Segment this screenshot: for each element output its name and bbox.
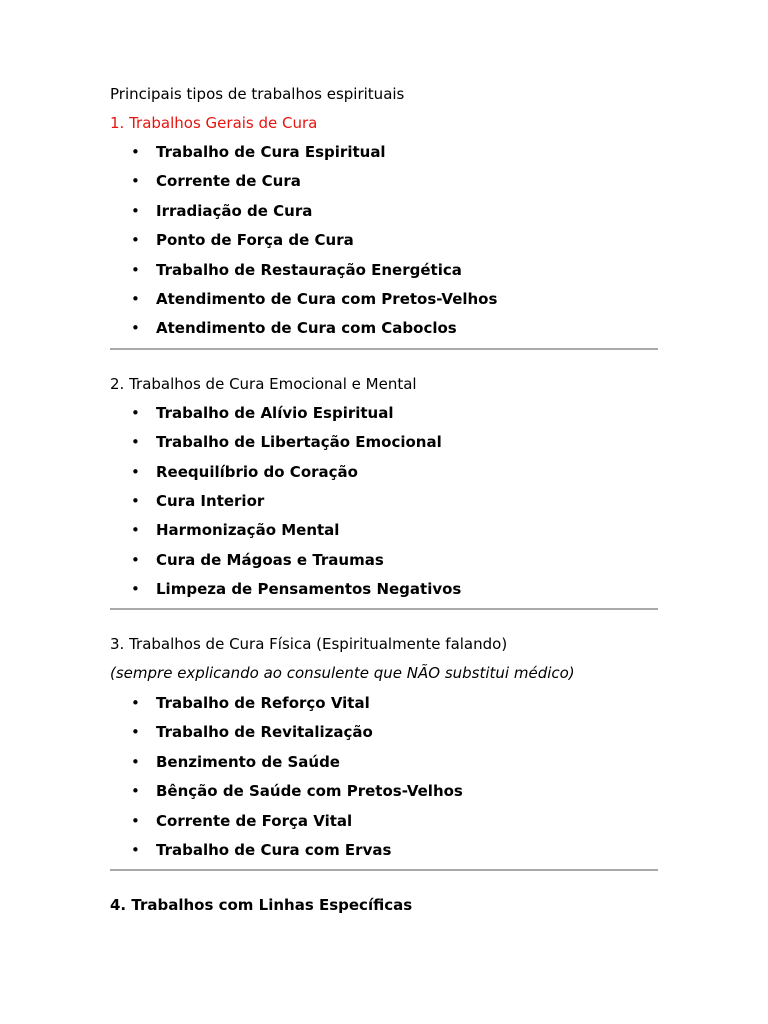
section-divider xyxy=(110,348,658,350)
bullet-icon: • xyxy=(131,462,140,481)
bullet-icon: • xyxy=(131,491,140,510)
list-item xyxy=(110,462,658,482)
list-item xyxy=(110,840,658,860)
list-item xyxy=(110,781,658,801)
section-4-heading: 4. Trabalhos com Linhas Específicas xyxy=(110,896,413,915)
list-item xyxy=(110,432,658,452)
list-item xyxy=(110,230,658,250)
bullet-icon: • xyxy=(131,319,140,338)
section-3-list xyxy=(110,693,658,860)
bullet-icon: • xyxy=(131,521,140,540)
bullet-icon: • xyxy=(131,289,140,308)
list-item xyxy=(110,260,658,280)
list-item-label: Cura de Mágoas e Traumas xyxy=(156,550,384,569)
bullet-icon: • xyxy=(131,723,140,742)
bullet-icon: • xyxy=(131,231,140,250)
section-1-heading: 1. Trabalhos Gerais de Cura xyxy=(110,114,318,132)
bullet-icon: • xyxy=(131,693,140,712)
list-item-label: Irradiação de Cura xyxy=(156,201,313,220)
list-item xyxy=(110,550,658,570)
list-item xyxy=(110,403,658,423)
bullet-icon: • xyxy=(131,811,140,830)
list-item-label: Bênção de Saúde com Pretos-Velhos xyxy=(156,782,463,801)
list-item-label: Trabalho de Reforço Vital xyxy=(156,693,370,712)
section-1-list xyxy=(110,142,658,338)
list-item-label: Corrente de Cura xyxy=(156,172,301,191)
list-item xyxy=(110,289,658,309)
list-item-label: Atendimento de Cura com Caboclos xyxy=(156,319,457,338)
list-item-label: Trabalho de Cura Espiritual xyxy=(156,143,386,161)
bullet-icon: • xyxy=(131,840,140,859)
section-2-heading: 2. Trabalhos de Cura Emocional e Mental xyxy=(110,374,417,393)
list-item xyxy=(110,318,658,338)
list-item xyxy=(110,171,658,191)
list-item-label: Trabalho de Restauração Energética xyxy=(156,260,462,279)
list-item-label: Reequilíbrio do Coração xyxy=(156,462,358,481)
section-3-heading: 3. Trabalhos de Cura Física (Espiritualmente falando) xyxy=(110,635,508,654)
list-item-label: Trabalho de Cura com Ervas xyxy=(156,840,392,859)
bullet-icon: • xyxy=(131,260,140,279)
list-item xyxy=(110,201,658,221)
bullet-icon: • xyxy=(131,403,140,422)
list-item xyxy=(110,142,658,162)
list-item-label: Ponto de Força de Cura xyxy=(156,231,354,250)
bullet-icon: • xyxy=(131,143,140,161)
section-divider xyxy=(110,869,658,871)
list-item xyxy=(110,752,658,772)
bullet-icon: • xyxy=(131,782,140,801)
document-title: Principais tipos de trabalhos espirituais xyxy=(110,85,405,103)
bullet-icon: • xyxy=(131,201,140,220)
document-body xyxy=(110,84,658,924)
section-divider xyxy=(110,608,658,610)
bullet-icon: • xyxy=(131,550,140,569)
list-item-label: Corrente de Força Vital xyxy=(156,811,353,830)
list-item xyxy=(110,579,658,599)
bullet-icon: • xyxy=(131,433,140,452)
list-item-label: Atendimento de Cura com Pretos-Velhos xyxy=(156,289,498,308)
section-2-list xyxy=(110,403,658,599)
bullet-icon: • xyxy=(131,172,140,191)
bullet-icon: • xyxy=(131,752,140,771)
list-item-label: Trabalho de Alívio Espiritual xyxy=(156,403,394,422)
list-item-label: Limpeza de Pensamentos Negativos xyxy=(156,580,462,599)
section-3-note: (sempre explicando ao consulente que NÃO substitui médico) xyxy=(110,664,575,683)
list-item xyxy=(110,520,658,540)
list-item xyxy=(110,491,658,511)
list-item xyxy=(110,811,658,831)
list-item-label: Harmonização Mental xyxy=(156,521,340,540)
list-item xyxy=(110,693,658,713)
list-item-label: Trabalho de Libertação Emocional xyxy=(156,433,442,452)
list-item-label: Trabalho de Revitalização xyxy=(156,723,373,742)
list-item-label: Benzimento de Saúde xyxy=(156,752,340,771)
bullet-icon: • xyxy=(131,580,140,599)
list-item-label: Cura Interior xyxy=(156,491,265,510)
list-item xyxy=(110,722,658,742)
